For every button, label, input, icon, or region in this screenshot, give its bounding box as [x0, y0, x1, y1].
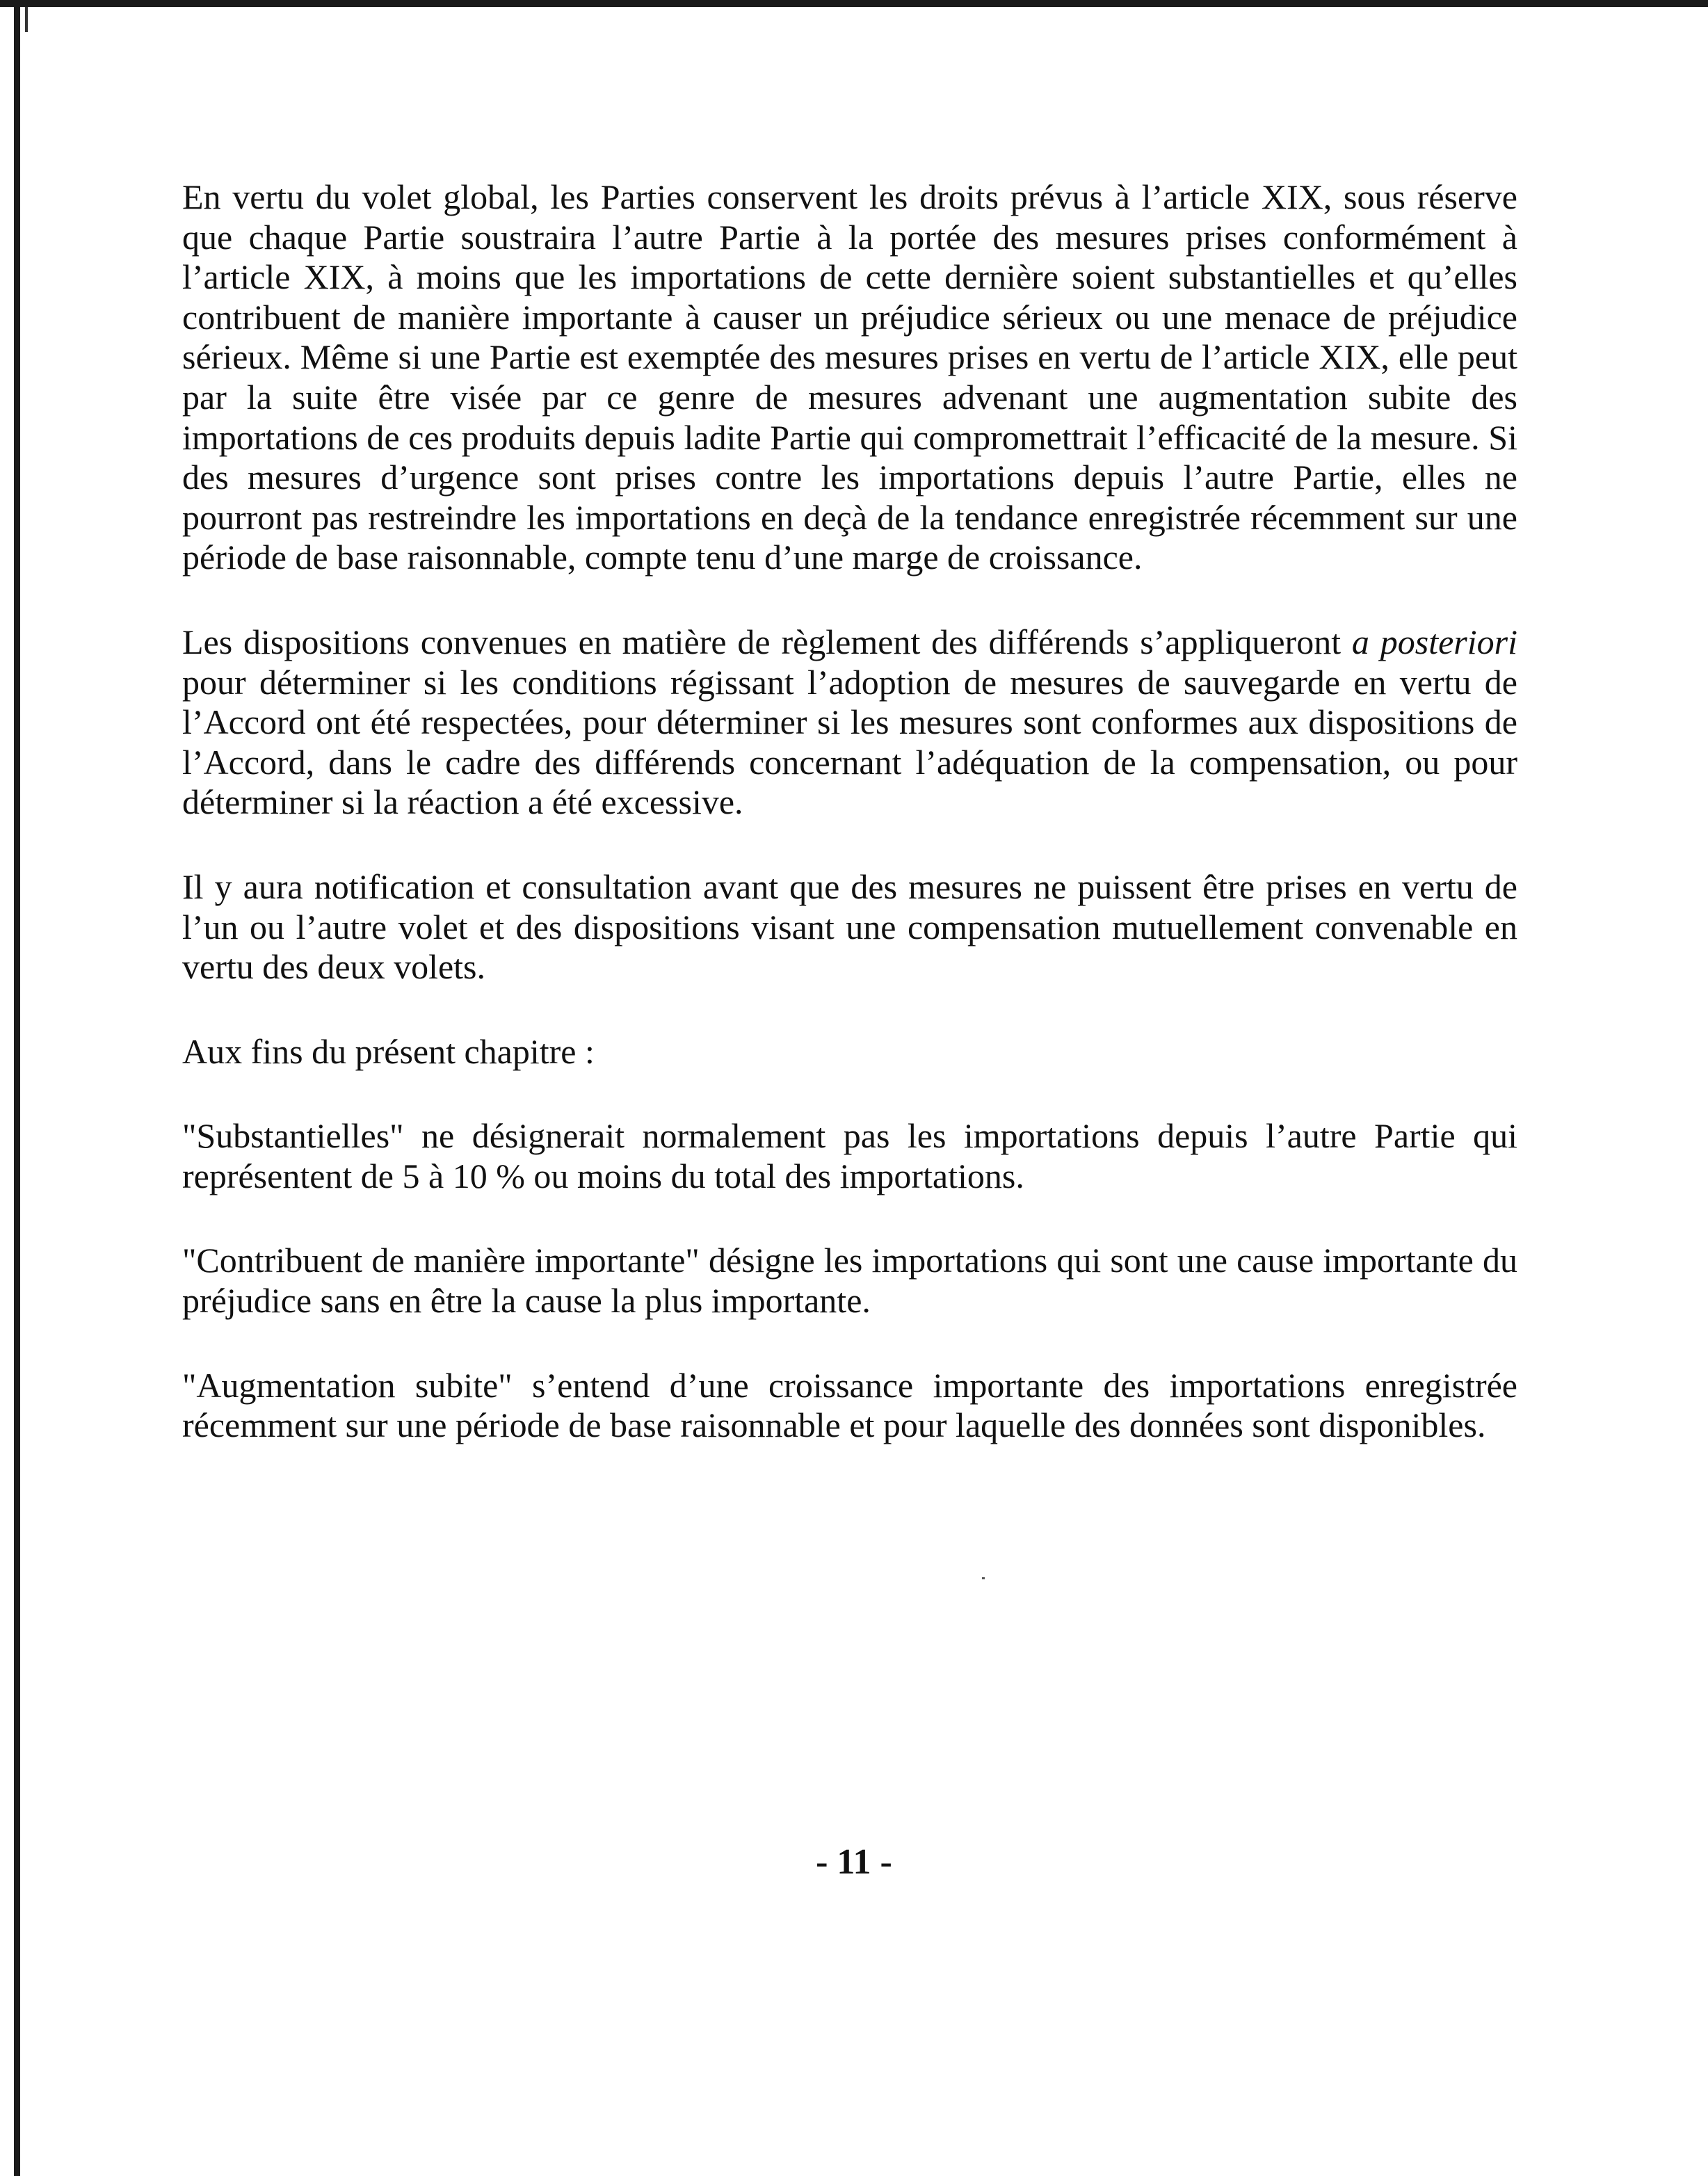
- scan-top-border: [0, 0, 1708, 7]
- dispute-text-start: Les dispositions convenues en matière de règlement des différends s’appliqueront: [182, 622, 1352, 661]
- document-body: [182, 177, 1517, 1490]
- paragraph-global-track: En vertu du volet global, les Parties conservent les droits prévus à l’article XIX, sous réserve que chaque Partie soustraira l’autre Partie à la portée des mesures prises conformément à l’article XIX, à moins que les importations de cette dernière soient substantielles et qu’elles contribuent de manière importante à causer un préjudice sérieux ou une menace de préjudice sérieux. Même si une Partie est exemptée des mesures prises en vertu de l’article XIX, elle peut par la suite être visée par ce genre de mesures advenant une augmentation subite des importations de ces produits depuis ladite Partie qui compromettrait l’efficacité de la mesure. Si des mesures d’urgence sont prises contre les importations depuis l’autre Partie, elles ne pourront pas restreindre les importations en deçà de la tendance enregistrée récemment sur une période de base raisonnable, compte tenu d’une marge de croissance.: [182, 177, 1517, 577]
- definition-augmentation-subite: "Augmentation subite" s’entend d’une croissance importante des importations enregistrée récemment sur une période de base raisonnable et pour laquelle des données sont disponibles.: [182, 1365, 1517, 1445]
- page-number: - 11 -: [816, 1842, 892, 1882]
- paragraph-notification: Il y aura notification et consultation avant que des mesures ne puissent être prises en vertu de l’un ou l’autre volet et des dispositions visant une compensation mutuellement convenable en vertu des deux volets.: [182, 867, 1517, 987]
- scan-left-tick: [25, 7, 28, 32]
- scan-speck: [982, 1577, 985, 1579]
- definition-substantielles: "Substantielles" ne désignerait normalement pas les importations depuis l’autre Partie qui représentent de 5 à 10 % ou moins du total des importations.: [182, 1116, 1517, 1195]
- dispute-text-end: pour déterminer si les conditions régissant l’adoption de mesures de sauvegarde en vertu de l’Accord ont été respectées, pour déterminer si les mesures sont conformes aux dispositions de l’Accord, dans le cadre des différends concernant l’adéquation de la compensation, ou pour déterminer si la réaction a été excessive.: [182, 662, 1517, 822]
- paragraph-dispute-settlement: [182, 622, 1517, 823]
- definitions-intro: Aux fins du présent chapitre :: [182, 1031, 595, 1071]
- definition-contribuent: "Contribuent de manière importante" désigne les importations qui sont une cause importante du préjudice sans en être la cause la plus importante.: [182, 1241, 1517, 1321]
- latin-term-a-posteriori: a posteriori: [1351, 622, 1517, 661]
